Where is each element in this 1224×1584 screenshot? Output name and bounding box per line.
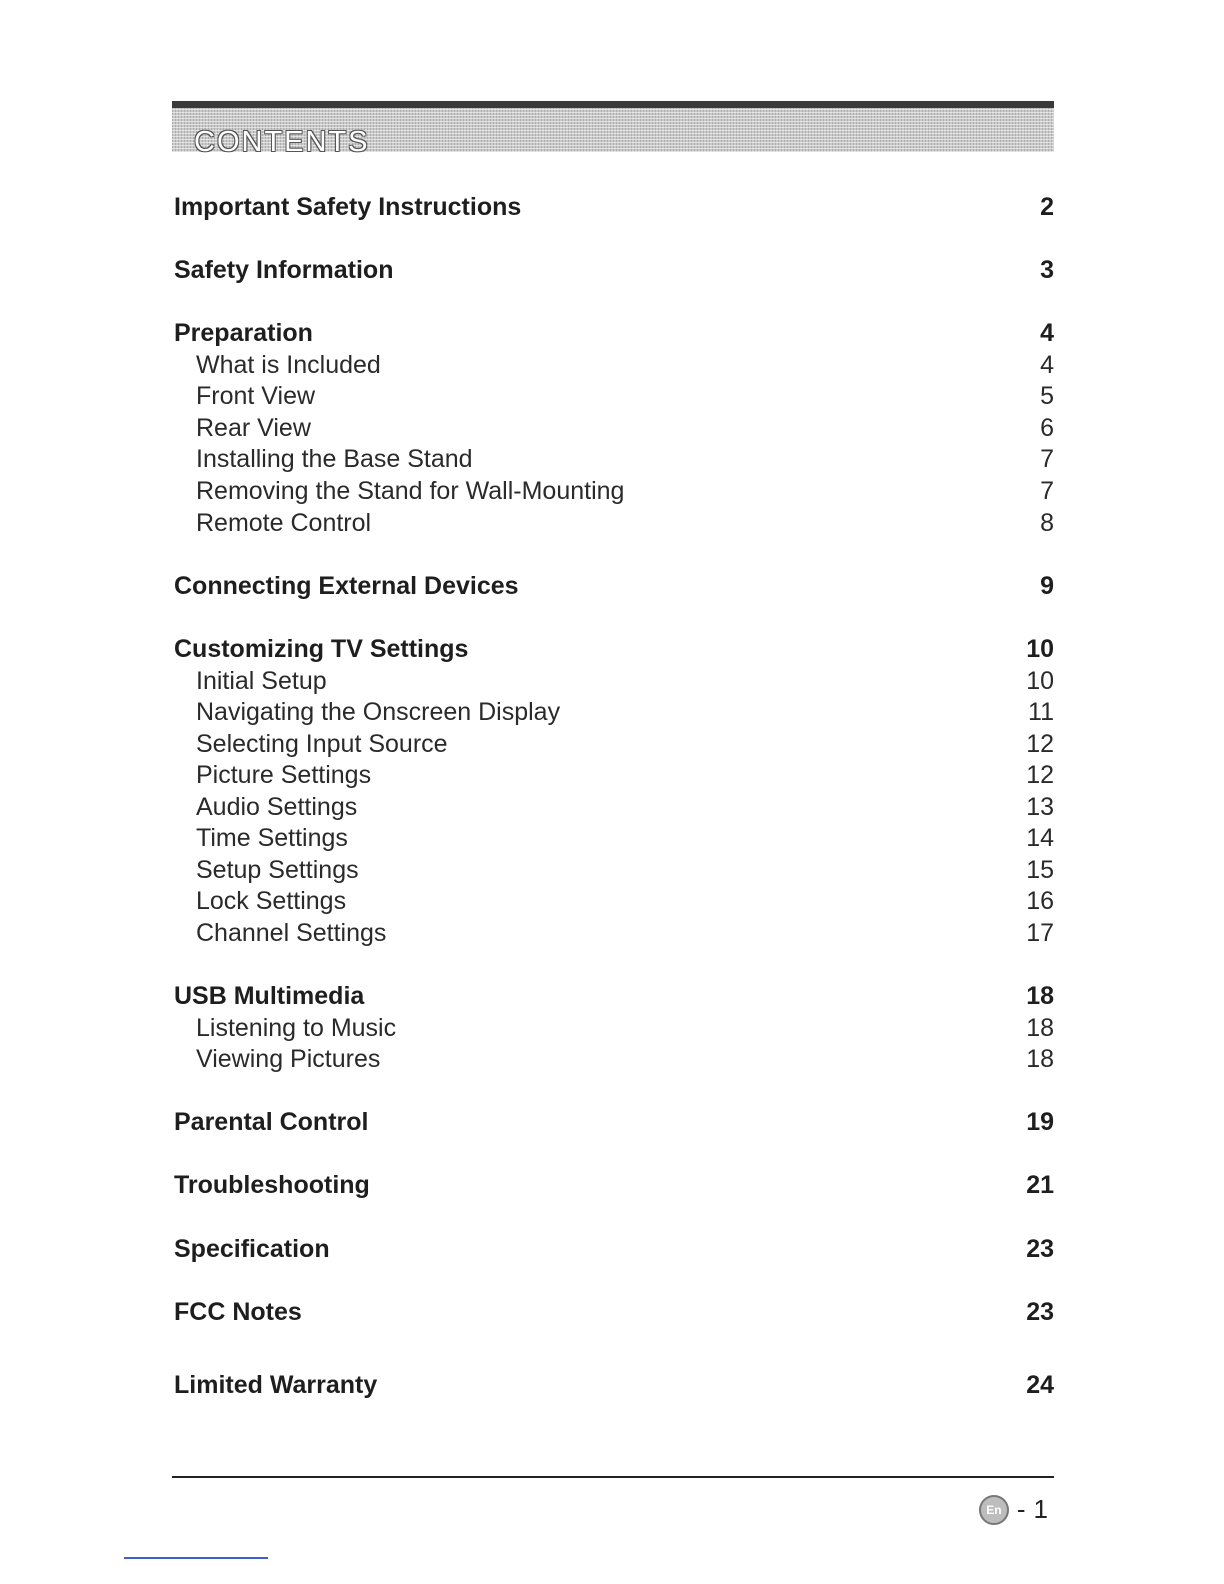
toc-subsection-row (174, 1014, 1054, 1046)
toc-entry-label: Installing the Base Stand (196, 445, 473, 473)
toc-subsection-row (174, 477, 1054, 509)
toc-entry-label: Preparation (174, 319, 313, 347)
toc-page-number: 23 (1026, 1298, 1054, 1326)
toc-page-number: 4 (1040, 351, 1054, 379)
toc-subsection-row (174, 698, 1054, 730)
toc-page-number: 13 (1026, 793, 1054, 821)
toc-entry-label: Front View (196, 382, 316, 410)
toc-section-row (174, 572, 1054, 604)
toc-entry-label: Lock Settings (196, 887, 347, 915)
toc-page-number: 19 (1026, 1108, 1054, 1136)
toc-entry-label: Troubleshooting (174, 1171, 370, 1199)
toc-subsection-row (174, 1045, 1054, 1077)
toc-entry-label: Safety Information (174, 256, 394, 284)
toc-entry-label: Connecting External Devices (174, 572, 519, 600)
toc-entry-label: Limited Warranty (174, 1371, 378, 1399)
toc-entry-label: Selecting Input Source (196, 730, 448, 758)
toc-subsection-row (174, 761, 1054, 793)
toc-entry-label: FCC Notes (174, 1298, 302, 1326)
link-underline (124, 1557, 268, 1559)
toc-page-number: 7 (1040, 477, 1054, 505)
toc-subsection-row (174, 351, 1054, 383)
toc-page-number: 14 (1026, 824, 1054, 852)
toc-subsection-row (174, 856, 1054, 888)
page-number: 1 (1033, 1494, 1048, 1524)
toc-entry-label: Time Settings (196, 824, 348, 852)
toc-section-row (174, 256, 1054, 288)
toc-section-row (174, 1298, 1054, 1330)
toc-page-number: 18 (1026, 982, 1054, 1010)
toc-page-number: 10 (1026, 667, 1054, 695)
toc-page-number: 12 (1026, 730, 1054, 758)
toc-page-number: 5 (1040, 382, 1054, 410)
toc-entry-label: USB Multimedia (174, 982, 365, 1010)
toc-entry-label: Remote Control (196, 509, 372, 537)
toc-page-number: 18 (1026, 1014, 1054, 1042)
toc-entry-label: Initial Setup (196, 667, 327, 695)
toc-section-row (174, 1171, 1054, 1203)
toc-page-number: 4 (1040, 319, 1054, 347)
toc-entry-label: Rear View (196, 414, 311, 442)
toc-entry-label: Viewing Pictures (196, 1045, 381, 1073)
toc-subsection-row (174, 667, 1054, 699)
toc-page-number: 3 (1040, 256, 1054, 284)
toc-entry-label: Removing the Stand for Wall-Mounting (196, 477, 625, 505)
toc-entry-label: What is Included (196, 351, 381, 379)
toc-page-number: 2 (1040, 193, 1054, 221)
toc-entry-label: Picture Settings (196, 761, 372, 789)
toc-page-number: 6 (1040, 414, 1054, 442)
toc-entry-label: Customizing TV Settings (174, 635, 469, 663)
toc-page-number: 17 (1026, 919, 1054, 947)
toc-page-number: 9 (1040, 572, 1054, 600)
toc-section-row (174, 193, 1054, 225)
toc-subsection-row (174, 509, 1054, 541)
toc-subsection-row (174, 887, 1054, 919)
page-footer (979, 1494, 1048, 1525)
toc-entry-label: Channel Settings (196, 919, 387, 947)
toc-section-row (174, 319, 1054, 351)
toc-subsection-row (174, 793, 1054, 825)
toc-page-number: 7 (1040, 445, 1054, 473)
toc-section-row (174, 1235, 1054, 1267)
toc-entry-label: Parental Control (174, 1108, 369, 1136)
language-badge-icon: En (979, 1495, 1009, 1525)
toc-entry-label: Listening to Music (196, 1014, 397, 1042)
toc-page-number: 18 (1026, 1045, 1054, 1073)
toc-subsection-row (174, 382, 1054, 414)
toc-section-row (174, 635, 1054, 667)
toc-section-row (174, 1108, 1054, 1140)
footer-separator: - (1016, 1494, 1026, 1524)
contents-title: CONTENTS (194, 126, 370, 158)
footer-divider (172, 1476, 1054, 1478)
toc-page-number: 15 (1026, 856, 1054, 884)
toc-entry-label: Specification (174, 1235, 330, 1263)
toc-entry-label: Important Safety Instructions (174, 193, 522, 221)
toc-entry-label: Setup Settings (196, 856, 359, 884)
toc-page-number: 21 (1026, 1171, 1054, 1199)
toc-subsection-row (174, 824, 1054, 856)
toc-page-number: 16 (1026, 887, 1054, 915)
toc-page-number: 12 (1026, 761, 1054, 789)
toc-section-row (174, 982, 1054, 1014)
toc-page-number: 23 (1026, 1235, 1054, 1263)
toc-entry-label: Navigating the Onscreen Display (196, 698, 561, 726)
toc-page-number: 24 (1026, 1371, 1054, 1399)
toc-subsection-row (174, 730, 1054, 762)
toc-page-number: 10 (1026, 635, 1054, 663)
toc-page-number: 11 (1028, 698, 1054, 726)
toc-entry-label: Audio Settings (196, 793, 358, 821)
toc-subsection-row (174, 919, 1054, 951)
toc-page-number: 8 (1040, 509, 1054, 537)
toc-subsection-row (174, 445, 1054, 477)
toc-section-row (174, 1371, 1054, 1403)
contents-banner (172, 101, 1054, 158)
toc-subsection-row (174, 414, 1054, 446)
